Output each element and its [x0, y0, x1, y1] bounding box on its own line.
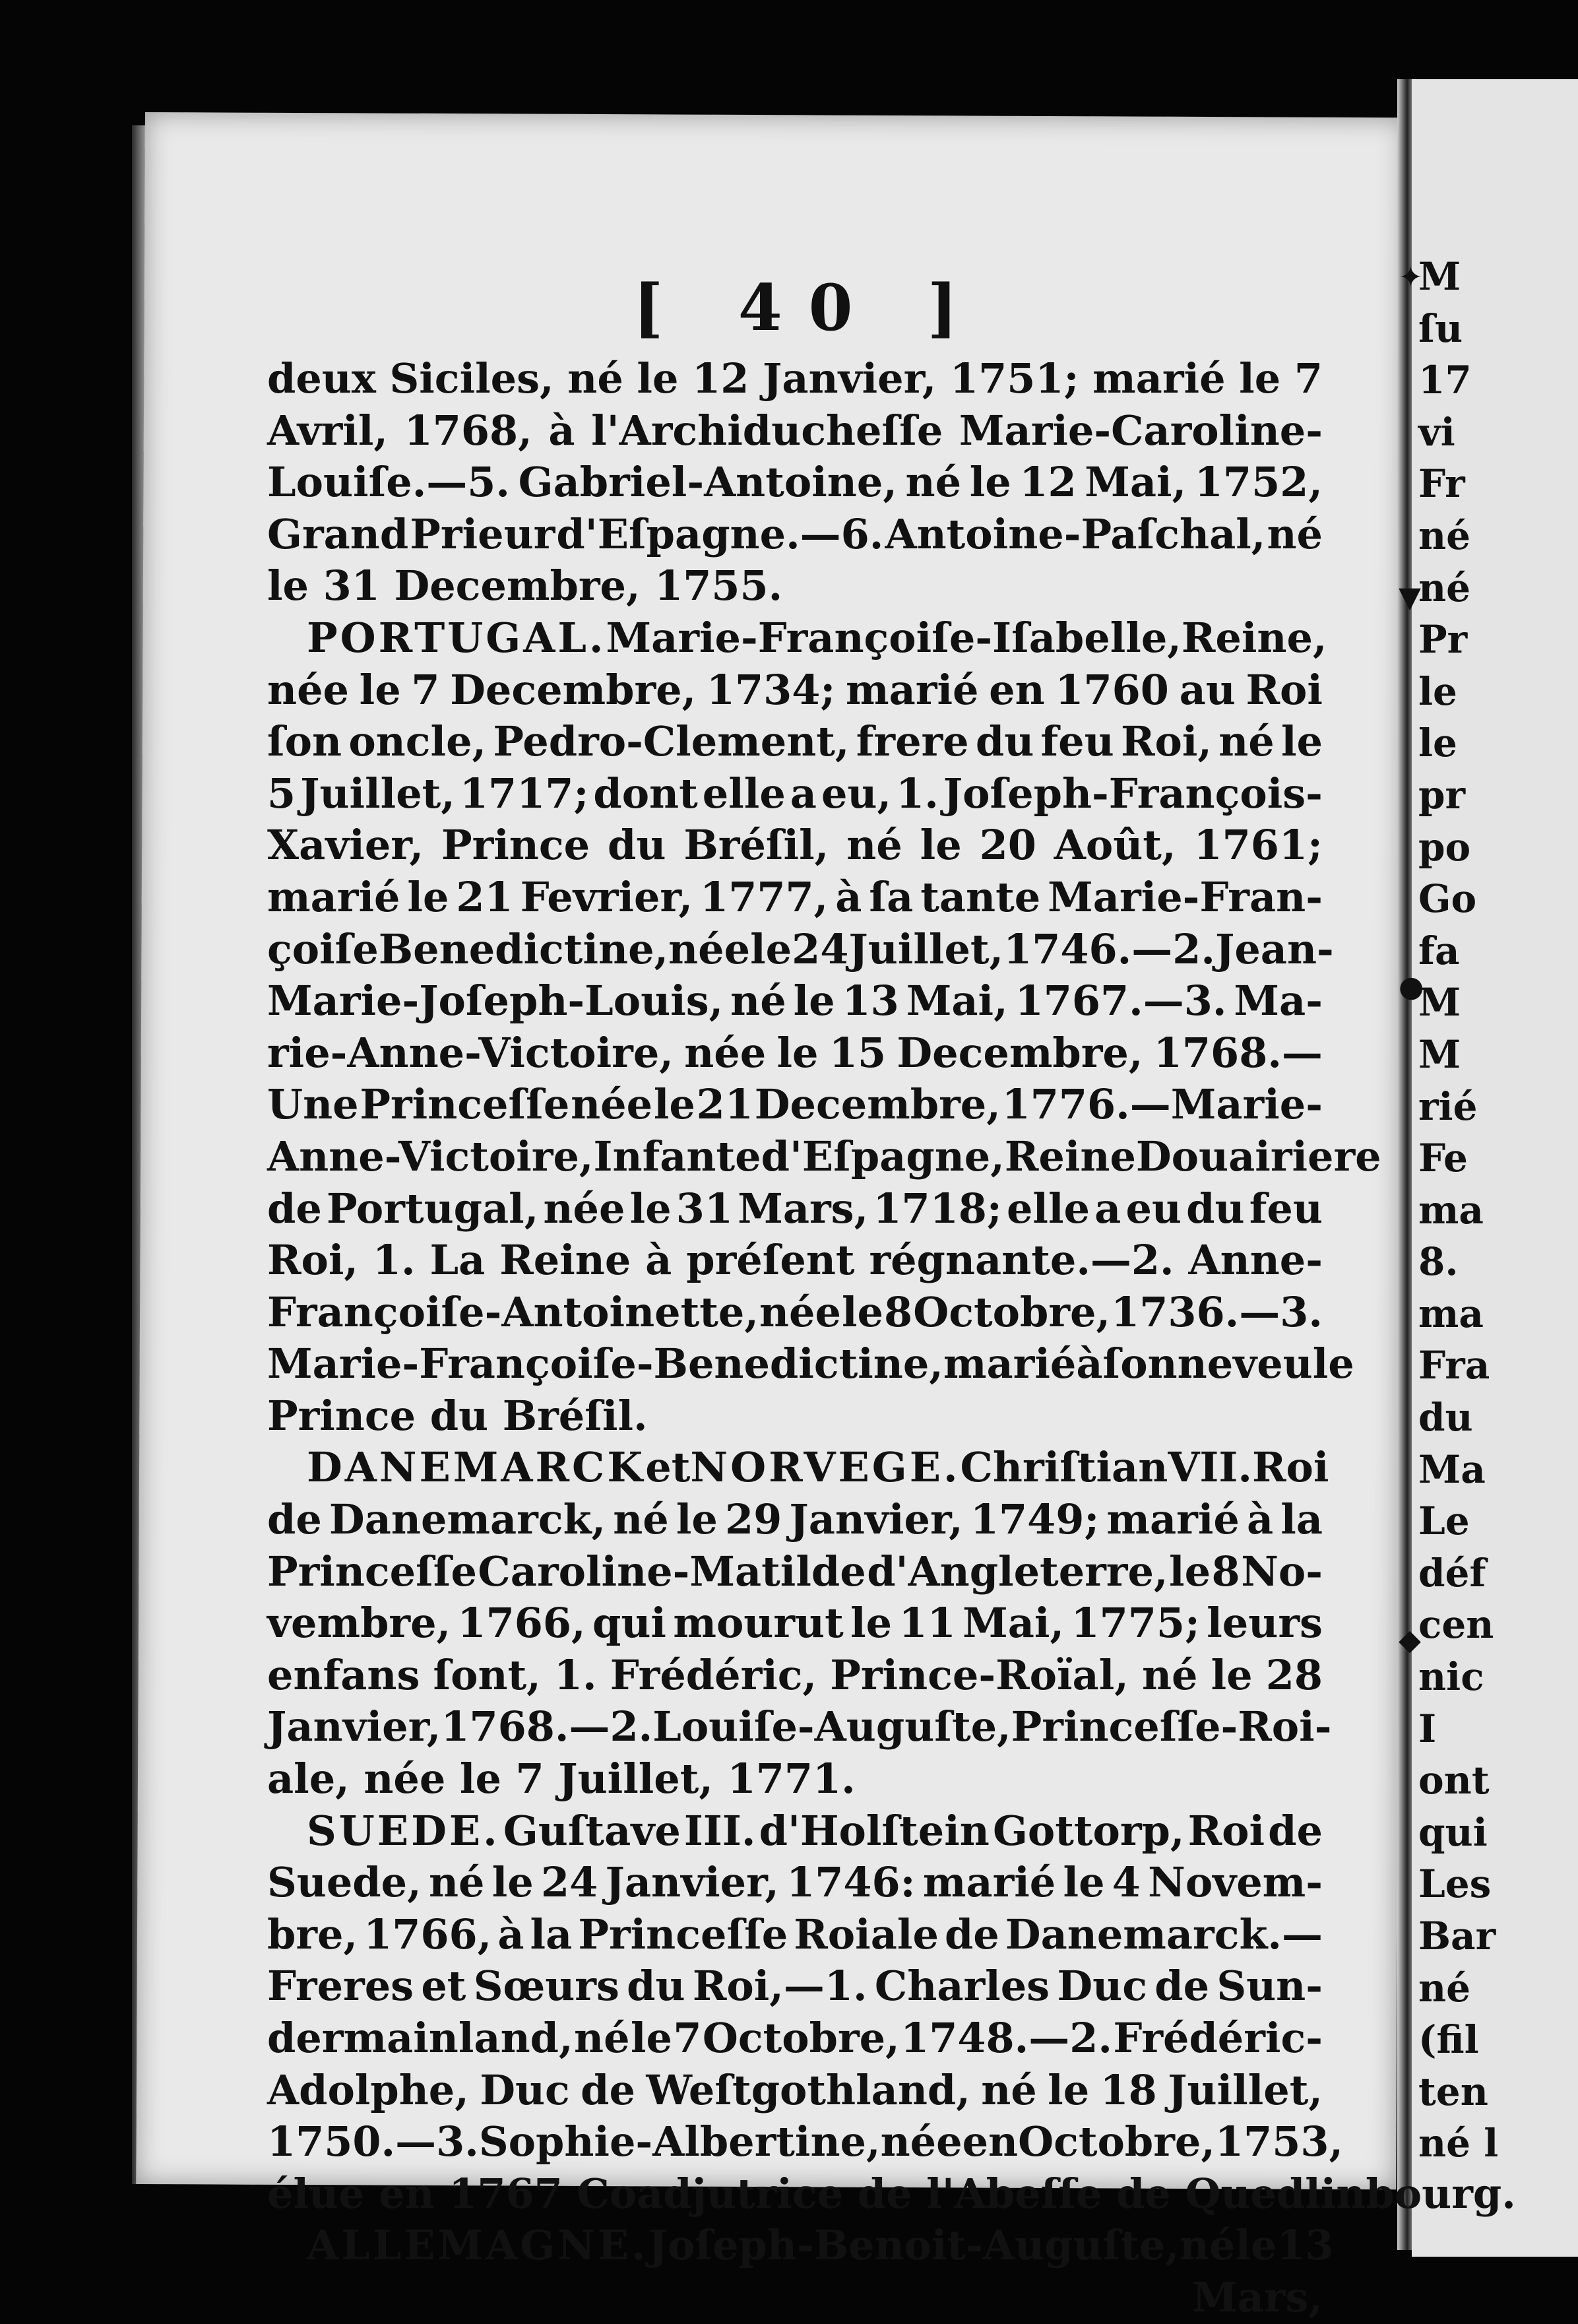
text-line: PORTUGAL. Marie-Françoiſe-Iſabelle, Reine,: [307, 613, 1327, 662]
right-page-fragment: Go: [1418, 876, 1477, 922]
gutter-mark: ▼: [1399, 581, 1421, 614]
right-page-fragment: Pr: [1418, 617, 1468, 662]
right-page-fragment: cen: [1418, 1602, 1494, 1648]
right-page-fragment: le: [1418, 668, 1457, 714]
right-page-fragment: rié: [1418, 1083, 1478, 1129]
right-page-fragment: M: [1418, 980, 1461, 1025]
right-page-fragment: Bar: [1418, 1914, 1496, 1958]
right-page-fragment: I: [1418, 1706, 1437, 1751]
right-page-fragment: ont: [1418, 1758, 1490, 1803]
right-page-fragment: (fil: [1418, 2017, 1479, 2063]
text-line: Grand Prieur d'Eſpagne.—6. Antoine-Paſchal, né: [267, 509, 1323, 558]
text-line: de Portugal, née le 31 Mars, 1718; elle a eu du feu: [267, 1184, 1323, 1233]
right-page-fragment: ten: [1418, 2069, 1488, 2114]
text-line: Xavier, Prince du Bréſil, né le 20 Août, 1761;: [267, 821, 1323, 870]
text-line: Anne-Victoire, Infante d'Eſpagne, Reine Douairiere: [267, 1132, 1381, 1180]
gutter-mark: ◆: [1399, 1623, 1421, 1657]
text-line: née le 7 Decembre, 1734; marié en 1760 au Roi: [267, 665, 1323, 714]
text-line: Princeſſe Caroline-Matilde d'Angleterre, le 8 No-: [267, 1547, 1323, 1596]
right-page-fragment: déf: [1418, 1550, 1486, 1596]
right-page-fragment: nic: [1418, 1654, 1484, 1700]
page-number: [ 40 ]: [633, 271, 984, 345]
text-line: Une Princeſſe née le 21 Decembre, 1776.—Marie-: [267, 1080, 1323, 1129]
right-page-fragment: M: [1418, 1031, 1461, 1077]
right-page-fragment: né: [1418, 513, 1471, 558]
right-page-fragment: du: [1418, 1395, 1473, 1440]
right-page-fragment: Fr: [1418, 461, 1465, 507]
text-line: marié le 21 Fevrier, 1777, à ſa tante Marie-Fran-: [267, 872, 1323, 921]
right-page-fragment: Les: [1418, 1861, 1492, 1907]
right-page-fragment: né: [1418, 1965, 1471, 2011]
text-line: Adolphe, Duc de Weſtgothland, né le 18 Juillet,: [267, 2065, 1323, 2114]
text-line: de Danemarck, né le 29 Janvier, 1749; marié à la: [267, 1495, 1323, 1544]
text-line: dermainland, né le 7 Octobre, 1748.—2. Frédéric-: [267, 2014, 1323, 2062]
text-line: SUEDE. Guſtave III. d'Holſtein Gottorp, Roi de: [307, 1806, 1323, 1855]
text-line: 1750.—3. Sophie-Albertine, née en Octobre, 1753,: [267, 2117, 1344, 2166]
right-page-text: [1418, 251, 1498, 2170]
right-page-fragment: ma: [1418, 1291, 1484, 1336]
right-page-fragment: 17: [1418, 358, 1472, 403]
catchword: Mars,: [1192, 2273, 1323, 2321]
right-page-fragment: fa: [1418, 928, 1460, 973]
gutter-mark: ✦: [1399, 261, 1423, 294]
text-line: rie-Anne-Victoire, née le 15 Decembre, 1768.—: [267, 1028, 1323, 1077]
text-line: Suede, né le 24 Janvier, 1746: marié le 4 Novem-: [267, 1858, 1323, 1907]
text-line: DANEMARCK et NORVEGE. Chriſtian VII. Roi: [307, 1443, 1329, 1492]
text-line: Marie-Joſeph-Louis, né le 13 Mai, 1767.—3. Ma-: [267, 977, 1323, 1025]
right-page-fragment: Fe: [1418, 1136, 1468, 1181]
right-page-fragment: Fra: [1418, 1343, 1490, 1388]
right-page-fragment: pr: [1418, 772, 1466, 818]
text-line: Louiſe.—5. Gabriel-Antoine, né le 12 Mai, 1752,: [267, 458, 1323, 507]
right-page-fragment: ma: [1418, 1187, 1484, 1233]
right-page-fragment: ſu: [1418, 306, 1463, 351]
text-line: élue en 1767 Coadjutrice de l'Abeſſe de Quedlinbourg.: [267, 2169, 1516, 2218]
right-page-fragment: M: [1418, 254, 1461, 299]
text-line: Roi, 1. La Reine à préſent régnante.—2. Anne-: [267, 1236, 1323, 1285]
text-line: bre, 1766, à la Princeſſe Roiale de Danemarck.—: [267, 1910, 1323, 1958]
gutter-mark: ●: [1399, 970, 1424, 1004]
text-line: Marie-Françoiſe-Benedictine, marié à ſon neveu le: [267, 1340, 1354, 1388]
right-page-fragment: le: [1418, 721, 1457, 766]
right-page-fragment: po: [1418, 824, 1471, 870]
right-page-fragment: Ma: [1418, 1446, 1486, 1492]
right-page-fragment: né: [1418, 565, 1471, 610]
text-line: Avril, 1768, à l'Archiducheſſe Marie-Caroline-: [267, 406, 1323, 455]
text-line: vembre, 1766, qui mourut le 11 Mai, 1775; leurs: [267, 1599, 1323, 1648]
text-line: enfans ſont, 1. Frédéric, Prince-Roïal, né le 28: [267, 1650, 1323, 1699]
text-line: ale, née le 7 Juillet, 1771.: [267, 1755, 856, 1803]
right-page-fragment: vi: [1418, 409, 1455, 455]
text-line: Françoiſe-Antoinette, née le 8 Octobre, 1736.—3.: [267, 1287, 1323, 1336]
text-line: deux Siciles, né le 12 Janvier, 1751; marié le 7: [267, 354, 1323, 403]
right-page-fragment: Le: [1418, 1499, 1470, 1544]
text-line: ALLEMAGNE. Joſeph-Benoit-Auguſte, né le 13: [307, 2221, 1334, 2270]
text-line: Freres et Sœurs du Roi,—1. Charles Duc de Sun-: [267, 1962, 1323, 2011]
text-line: Prince du Bréſil.: [267, 1391, 648, 1440]
right-page-fragment: 8.: [1418, 1239, 1459, 1285]
text-line: çoiſe Benedictine, née le 24 Juillet, 1746.—2. Jean-: [267, 924, 1334, 973]
text-line: Janvier, 1768.—2. Louiſe-Auguſte, Princeſſe-Roi-: [267, 1702, 1332, 1751]
text-line: ſon oncle, Pedro-Clement, frere du feu Roi, né le: [267, 717, 1323, 766]
text-line: le 31 Decembre, 1755.: [267, 562, 783, 610]
right-page-fragment: qui: [1418, 1809, 1488, 1855]
right-page-fragment: né l: [1418, 2121, 1499, 2166]
text-line: 5 Juillet, 1717; dont elle a eu, 1. Joſeph-François-: [267, 769, 1323, 818]
